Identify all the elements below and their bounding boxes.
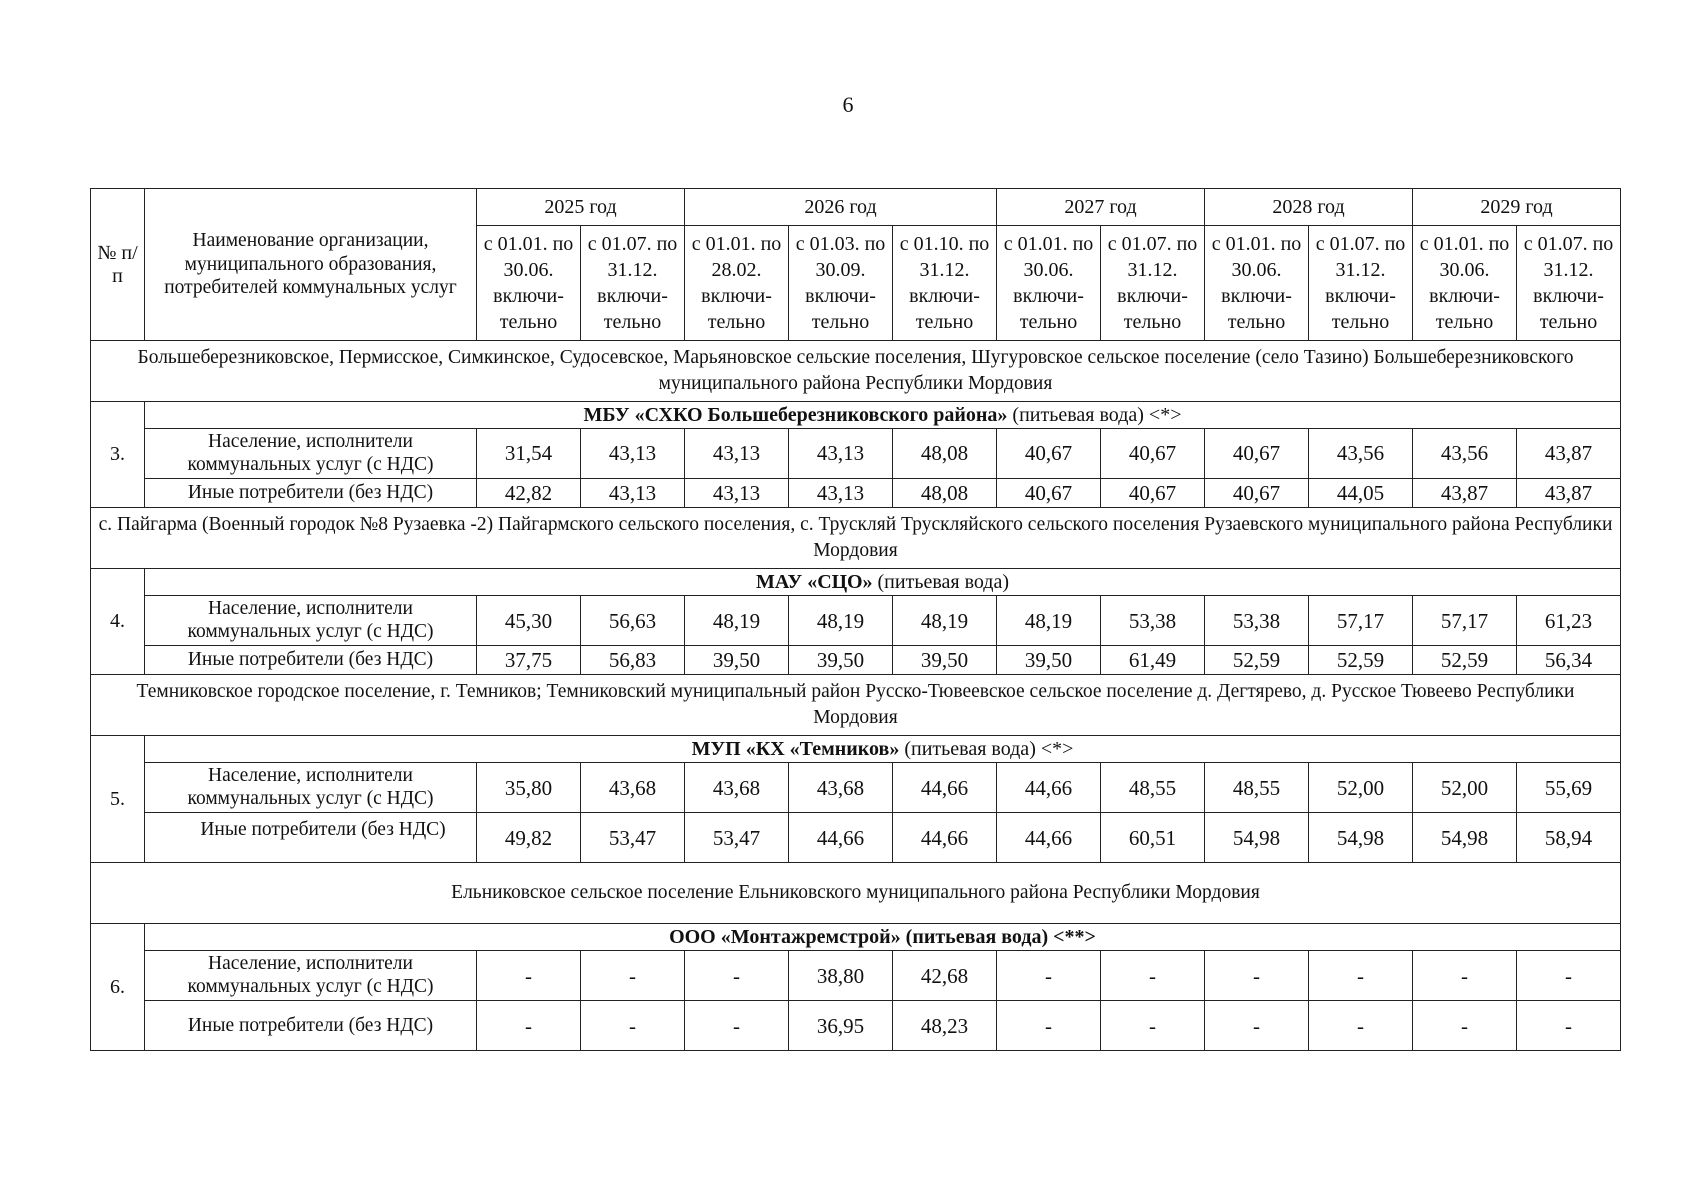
table-row bbox=[91, 596, 1621, 646]
tariff-value: 31,54 bbox=[477, 429, 581, 479]
tariff-value: 40,67 bbox=[1205, 429, 1309, 479]
header-period: с 01.01. по 30.06. включи-тельно bbox=[477, 226, 581, 341]
header-period: с 01.01. по 28.02. включи-тельно bbox=[685, 226, 789, 341]
tariff-value: 44,66 bbox=[893, 763, 997, 813]
consumer-label: Иные потребители (без НДС) bbox=[145, 479, 477, 508]
tariff-value: 39,50 bbox=[997, 646, 1101, 675]
tariff-value: 39,50 bbox=[685, 646, 789, 675]
header-name: Наименование организации, муниципального образования, потребителей коммунальных услуг bbox=[145, 189, 477, 341]
table-row bbox=[91, 813, 1621, 863]
tariff-value: 35,80 bbox=[477, 763, 581, 813]
tariff-value: - bbox=[581, 1001, 685, 1051]
tariff-value: 52,59 bbox=[1309, 646, 1413, 675]
tariff-value: 43,87 bbox=[1517, 429, 1621, 479]
tariff-value: 54,98 bbox=[1309, 813, 1413, 863]
tariff-value: 43,13 bbox=[685, 479, 789, 508]
tariff-value: 48,19 bbox=[893, 596, 997, 646]
tariff-value: 42,82 bbox=[477, 479, 581, 508]
tariff-value: 44,05 bbox=[1309, 479, 1413, 508]
tariff-value: 43,68 bbox=[685, 763, 789, 813]
table-row bbox=[91, 1001, 1621, 1051]
tariff-table bbox=[90, 188, 1621, 1051]
tariff-value: - bbox=[1309, 951, 1413, 1001]
header-year: 2026 год bbox=[685, 189, 997, 226]
consumer-label: Население, исполнители коммунальных услуг (с НДС) bbox=[145, 951, 477, 1001]
header-period: с 01.03. по 30.09. включи-тельно bbox=[789, 226, 893, 341]
tariff-value: 42,68 bbox=[893, 951, 997, 1001]
consumer-label: Население, исполнители коммунальных услуг (с НДС) bbox=[145, 429, 477, 479]
tariff-value: 40,67 bbox=[1101, 429, 1205, 479]
tariff-value: 36,95 bbox=[789, 1001, 893, 1051]
consumer-label: Иные потребители (без НДС) bbox=[145, 646, 477, 675]
tariff-value: 43,87 bbox=[1413, 479, 1517, 508]
tariff-value: 58,94 bbox=[1517, 813, 1621, 863]
tariff-value: 43,13 bbox=[581, 479, 685, 508]
tariff-value: 56,63 bbox=[581, 596, 685, 646]
tariff-value: 43,13 bbox=[789, 479, 893, 508]
tariff-value: - bbox=[1101, 1001, 1205, 1051]
tariff-value: 56,83 bbox=[581, 646, 685, 675]
header-period: с 01.01. по 30.06. включи-тельно bbox=[997, 226, 1101, 341]
header-year: 2029 год bbox=[1413, 189, 1621, 226]
tariff-value: - bbox=[997, 951, 1101, 1001]
tariff-value: - bbox=[581, 951, 685, 1001]
tariff-value: - bbox=[685, 1001, 789, 1051]
organization-name bbox=[145, 402, 1621, 429]
tariff-value: - bbox=[1517, 1001, 1621, 1051]
tariff-value: - bbox=[1205, 1001, 1309, 1051]
tariff-value: 48,08 bbox=[893, 429, 997, 479]
tariff-value: 52,00 bbox=[1309, 763, 1413, 813]
header-period: с 01.07. по 31.12. включи-тельно bbox=[1101, 226, 1205, 341]
organization-name bbox=[145, 924, 1621, 951]
tariff-value: 53,47 bbox=[581, 813, 685, 863]
table-row bbox=[91, 763, 1621, 813]
tariff-value: 57,17 bbox=[1413, 596, 1517, 646]
tariff-value: 61,49 bbox=[1101, 646, 1205, 675]
tariff-value: 48,23 bbox=[893, 1001, 997, 1051]
tariff-value: 39,50 bbox=[789, 646, 893, 675]
tariff-value: - bbox=[997, 1001, 1101, 1051]
row-number: 5. bbox=[91, 736, 145, 863]
tariff-value: 43,56 bbox=[1309, 429, 1413, 479]
header-num: № п/п bbox=[91, 189, 145, 341]
tariff-value: - bbox=[1517, 951, 1621, 1001]
tariff-value: 40,67 bbox=[1101, 479, 1205, 508]
organization-name-suffix: (питьевая вода) <*> bbox=[1007, 404, 1182, 426]
table-row bbox=[91, 951, 1621, 1001]
region-title: с. Пайгарма (Военный городок №8 Рузаевка -2) Пайгармского сельского поселения, с. Трускляй Трускляйского сельского поселения Рузаевского муниципального района Республики Мордовия bbox=[91, 508, 1621, 569]
consumer-label: Население, исполнители коммунальных услуг (с НДС) bbox=[145, 596, 477, 646]
tariff-value: 43,87 bbox=[1517, 479, 1621, 508]
tariff-value: 40,67 bbox=[997, 479, 1101, 508]
tariff-value: 52,59 bbox=[1205, 646, 1309, 675]
tariff-value: - bbox=[477, 951, 581, 1001]
tariff-value: 40,67 bbox=[1205, 479, 1309, 508]
tariff-value: 48,19 bbox=[789, 596, 893, 646]
tariff-value: 43,13 bbox=[789, 429, 893, 479]
tariff-value: 48,55 bbox=[1205, 763, 1309, 813]
organization-name-suffix: (питьевая вода) <*> bbox=[899, 738, 1074, 761]
tariff-value: 39,50 bbox=[893, 646, 997, 675]
tariff-value: 44,66 bbox=[997, 813, 1101, 863]
organization-name bbox=[145, 569, 1621, 596]
tariff-value: 43,13 bbox=[581, 429, 685, 479]
page-number: 6 bbox=[842, 92, 854, 117]
header-year: 2025 год bbox=[477, 189, 685, 226]
tariff-value: - bbox=[1413, 951, 1517, 1001]
organization-name-bold: МАУ «СЦО» bbox=[755, 571, 873, 594]
consumer-label: Население, исполнители коммунальных услуг (с НДС) bbox=[145, 763, 477, 813]
tariff-value: 44,66 bbox=[997, 763, 1101, 813]
organization-name-bold: МУП «КХ «Темников» bbox=[691, 738, 900, 761]
tariff-value: 53,38 bbox=[1205, 596, 1309, 646]
tariff-value: 55,69 bbox=[1517, 763, 1621, 813]
tariff-value: 60,51 bbox=[1101, 813, 1205, 863]
region-title: Ельниковское сельское поселение Ельниковского муниципального района Республики Мордовия bbox=[91, 863, 1621, 924]
tariff-value: 40,67 bbox=[997, 429, 1101, 479]
header-year: 2028 год bbox=[1205, 189, 1413, 226]
table-row bbox=[91, 646, 1621, 675]
organization-name-bold: МБУ «СХКО Большеберезниковского района» bbox=[583, 404, 1008, 426]
tariff-value: 45,30 bbox=[477, 596, 581, 646]
row-number: 3. bbox=[91, 402, 145, 508]
header-period: с 01.10. по 31.12. включи-тельно bbox=[893, 226, 997, 341]
tariff-value: - bbox=[685, 951, 789, 1001]
tariff-value: 49,82 bbox=[477, 813, 581, 863]
header-period: с 01.01. по 30.06. включи-тельно bbox=[1413, 226, 1517, 341]
tariff-value: 61,23 bbox=[1517, 596, 1621, 646]
tariff-value: - bbox=[1205, 951, 1309, 1001]
tariff-value: 43,13 bbox=[685, 429, 789, 479]
table-row bbox=[91, 479, 1621, 508]
row-number: 6. bbox=[91, 924, 145, 1051]
tariff-value: 53,47 bbox=[685, 813, 789, 863]
tariff-value: 52,00 bbox=[1413, 763, 1517, 813]
tariff-value: 48,19 bbox=[685, 596, 789, 646]
tariff-value: 54,98 bbox=[1413, 813, 1517, 863]
organization-name-suffix: (питьевая вода) bbox=[872, 571, 1010, 594]
consumer-label: Иные потребители (без НДС) bbox=[145, 1001, 477, 1051]
organization-name bbox=[145, 736, 1621, 763]
header-period: с 01.07. по 31.12. включи-тельно bbox=[581, 226, 685, 341]
tariff-value: 43,56 bbox=[1413, 429, 1517, 479]
consumer-label: Иные потребители (без НДС) bbox=[145, 813, 477, 863]
header-period: с 01.07. по 31.12. включи-тельно bbox=[1517, 226, 1621, 341]
tariff-value: 44,66 bbox=[789, 813, 893, 863]
tariff-value: - bbox=[1413, 1001, 1517, 1051]
header-period: с 01.07. по 31.12. включи-тельно bbox=[1309, 226, 1413, 341]
table-row bbox=[91, 429, 1621, 479]
tariff-value: 57,17 bbox=[1309, 596, 1413, 646]
region-title: Большеберезниковское, Пермисское, Симкинское, Судосевское, Марьяновское сельские поселения, Шугуровское сельское поселение (село Тазино) Большеберезниковского муниципального района Республики Мордовия bbox=[91, 341, 1621, 402]
header-year: 2027 год bbox=[997, 189, 1205, 226]
tariff-value: 48,55 bbox=[1101, 763, 1205, 813]
organization-name-bold: ООО «Монтажремстрой» (питьевая вода) <**> bbox=[669, 926, 1096, 949]
header-period: с 01.01. по 30.06. включи-тельно bbox=[1205, 226, 1309, 341]
tariff-value: 37,75 bbox=[477, 646, 581, 675]
region-title: Темниковское городское поселение, г. Темников; Темниковский муниципальный район Русско-Тювеевское сельское поселение д. Дегтярево, д. Русское Тювеево Республики Мордовия bbox=[91, 675, 1621, 736]
tariff-value: 48,08 bbox=[893, 479, 997, 508]
tariff-value: 48,19 bbox=[997, 596, 1101, 646]
tariff-value: 53,38 bbox=[1101, 596, 1205, 646]
tariff-value: - bbox=[477, 1001, 581, 1051]
tariff-value: - bbox=[1101, 951, 1205, 1001]
row-number: 4. bbox=[91, 569, 145, 675]
tariff-value: 54,98 bbox=[1205, 813, 1309, 863]
tariff-value: 56,34 bbox=[1517, 646, 1621, 675]
tariff-value: 52,59 bbox=[1413, 646, 1517, 675]
tariff-value: 43,68 bbox=[581, 763, 685, 813]
tariff-value: 44,66 bbox=[893, 813, 997, 863]
tariff-value: 43,68 bbox=[789, 763, 893, 813]
tariff-value: 38,80 bbox=[789, 951, 893, 1001]
tariff-value: - bbox=[1309, 1001, 1413, 1051]
